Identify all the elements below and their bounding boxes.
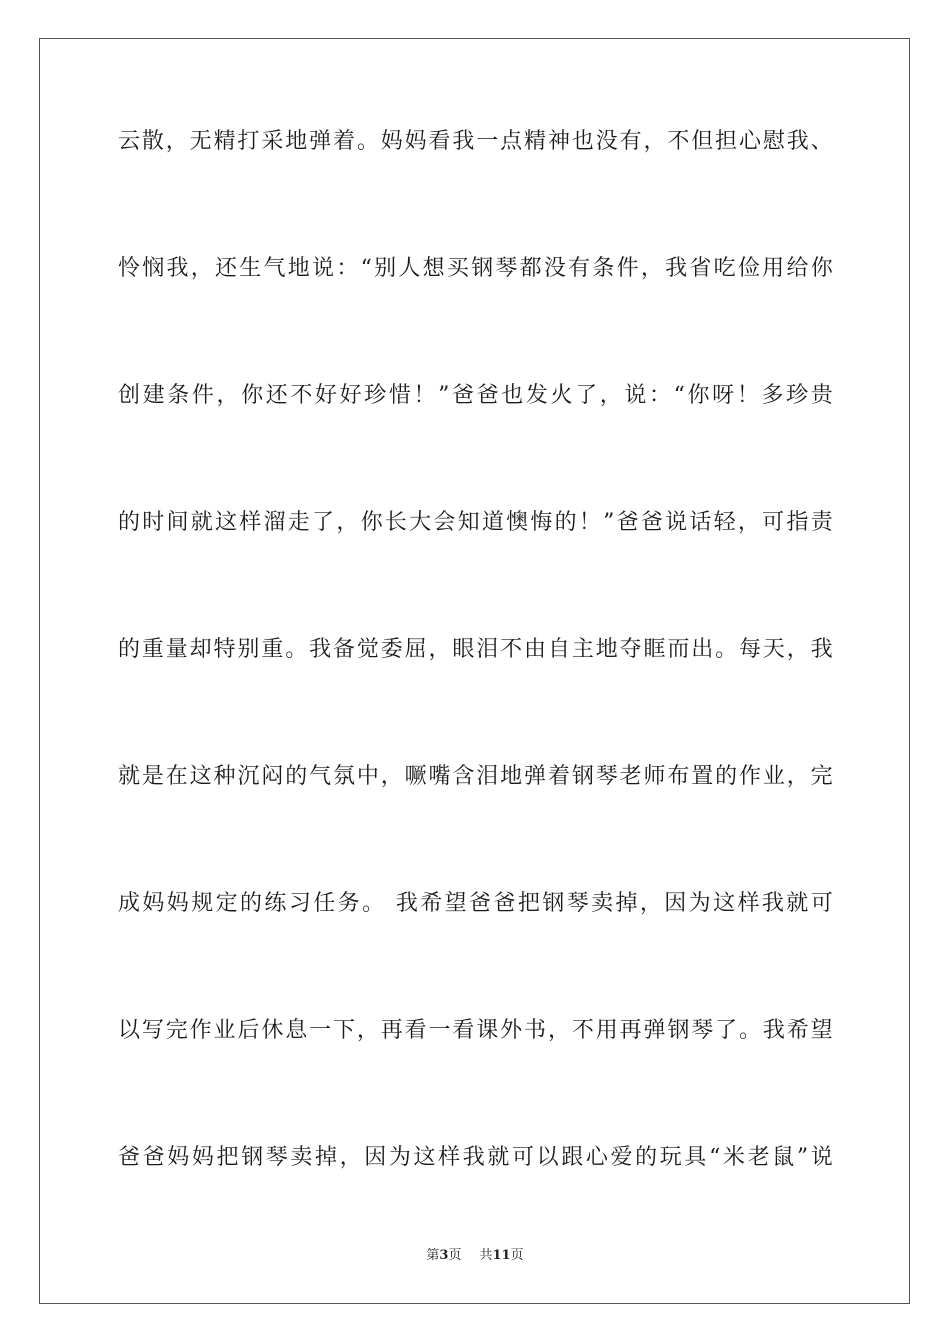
page-prefix: 第 [426,1248,440,1263]
page-suffix: 页 [448,1248,462,1263]
text-line: 创建条件，你还不好好珍惜！”爸爸也发火了，说：“你呀！多珍贵 [118,383,834,408]
page-footer [0,1246,950,1266]
text-line: 成妈妈规定的练习任务。 我希望爸爸把钢琴卖掉，因为这样我就可 [118,891,834,916]
text-line: 的时间就这样溜走了，你长大会知道懊悔的！”爸爸说话轻，可指责 [118,510,834,535]
total-prefix: 共 [479,1248,493,1263]
text-line: 怜悯我，还生气地说：“别人想买钢琴都没有条件，我省吃俭用给你 [118,256,834,281]
text-line: 云散，无精打采地弹着。妈妈看我一点精神也没有，不但担心慰我、 [118,129,834,154]
text-line: 爸爸妈妈把钢琴卖掉，因为这样我就可以跟心爱的玩具“米老鼠”说 [118,1145,834,1170]
page-number: 3 [439,1248,449,1263]
document-body [118,118,834,1261]
total-suffix: 页 [510,1248,524,1263]
text-line: 的重量却特别重。我备觉委屈，眼泪不由自主地夺眶而出。每天，我 [118,637,834,662]
text-line: 以写完作业后休息一下，再看一看课外书，不用再弹钢琴了。我希望 [118,1018,834,1043]
text-line: 就是在这种沉闷的气氛中，噘嘴含泪地弹着钢琴老师布置的作业，完 [118,764,834,789]
total-pages: 11 [492,1248,511,1263]
